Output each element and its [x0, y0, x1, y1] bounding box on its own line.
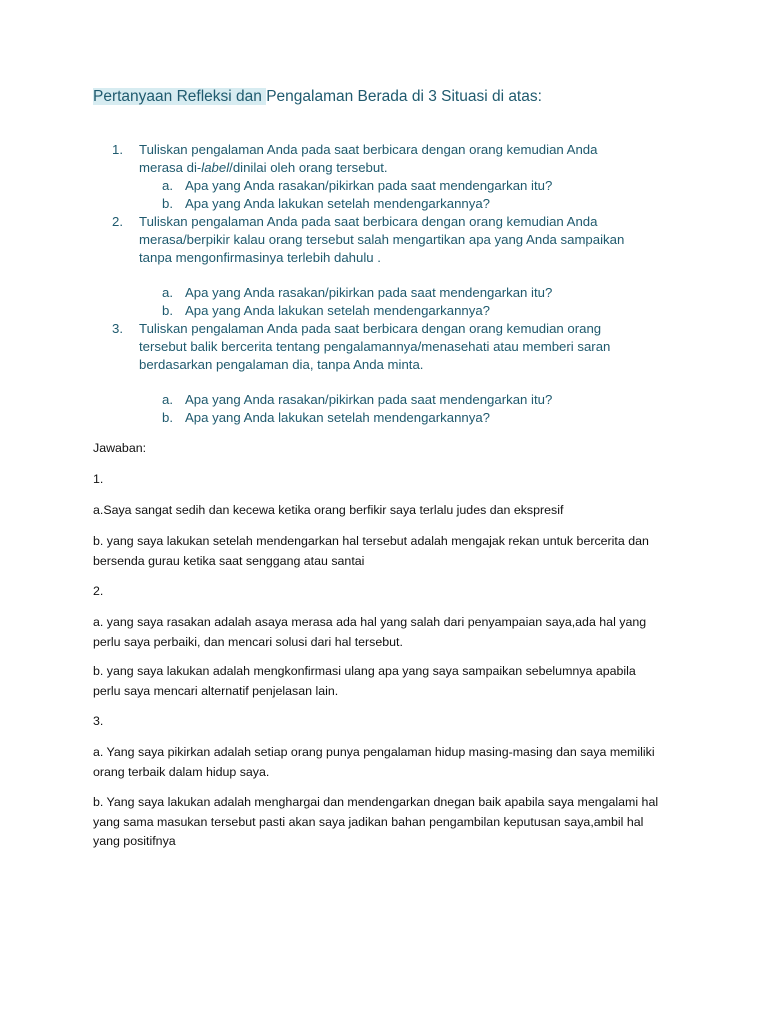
answer-line: b. yang saya lakukan adalah mengkonfirmasi ulang apa yang saya sampaikan sebelumnya apabila: [93, 664, 636, 678]
answer-number-1: 1.: [93, 472, 104, 486]
sub-question: [162, 284, 672, 302]
answer-line: a. yang saya rasakan adalah asaya merasa ada hal yang salah dari penyampaian saya,ada hal yang: [93, 615, 647, 629]
sub-question: [162, 391, 672, 409]
question-italic-term: label: [201, 160, 230, 175]
question-line: tersebut balik bercerita tentang pengalamannya/menasehati atau memberi saran: [139, 339, 611, 354]
answer-line: orang terbaik dalam hidup saya.: [93, 764, 270, 779]
answers-label: Jawaban:: [93, 441, 147, 455]
sub-question: [162, 302, 672, 320]
sub-question-letter: a.: [162, 392, 173, 407]
sub-question-text: Apa yang Anda lakukan setelah mendengarkannya?: [185, 196, 491, 211]
question-item-1: [112, 141, 672, 213]
answer-number-2: 2.: [93, 584, 104, 598]
heading-highlighted-text: Pertanyaan Refleksi dan: [93, 88, 267, 105]
page-heading: [93, 88, 542, 106]
question-line: Tuliskan pengalaman Anda pada saat berbicara dengan orang kemudian orang: [139, 321, 602, 336]
sub-question: [162, 177, 672, 195]
question-line: Tuliskan pengalaman Anda pada saat berbicara dengan orang kemudian Anda: [139, 214, 598, 229]
answer-2b: [93, 662, 693, 701]
question-line: berdasarkan pengalaman dia, tanpa Anda minta.: [139, 357, 424, 372]
answer-line: a.Saya sangat sedih dan kecewa ketika orang berfikir saya terlalu judes dan ekspresif: [93, 503, 564, 517]
spacer: [139, 374, 672, 391]
question-line: [139, 159, 672, 177]
question-line: Tuliskan pengalaman Anda pada saat berbicara dengan orang kemudian Anda: [139, 142, 598, 157]
answer-3b: [93, 793, 693, 852]
question-number: 1.: [112, 142, 123, 157]
question-list: [112, 141, 672, 427]
answer-line: b. Yang saya lakukan adalah menghargai dan mendengarkan dnegan baik apabila saya mengalami hal: [93, 795, 659, 809]
sub-question-text: Apa yang Anda rasakan/pikirkan pada saat mendengarkan itu?: [185, 392, 553, 407]
answer-1b: [93, 532, 693, 571]
answer-line: perlu saya perbaiki, dan mencari solusi dari hal tersebut.: [93, 634, 403, 649]
question-line: tanpa mengonfirmasinya terlebih dahulu .: [139, 250, 381, 265]
answer-line: yang positifnya: [93, 834, 176, 848]
answer-1a: [93, 501, 693, 521]
question-item-3: [112, 320, 672, 427]
question-text-fragment: merasa di-: [139, 160, 202, 175]
spacer: [139, 267, 672, 284]
sub-question-text: Apa yang Anda rasakan/pikirkan pada saat mendengarkan itu?: [185, 285, 553, 300]
sub-question: [162, 409, 672, 427]
question-number: 2.: [112, 214, 123, 229]
question-item-2: [112, 213, 672, 320]
sub-question-letter: b.: [162, 196, 173, 211]
answer-number-3: 3.: [93, 714, 104, 728]
answer-line: yang sama masukan tersebut pasti akan saya jadikan bahan pengambilan keputusan saya,ambil hal: [93, 814, 644, 829]
question-line: merasa/berpikir kalau orang tersebut salah mengartikan apa yang Anda sampaikan: [139, 232, 625, 247]
sub-question-list: [139, 284, 672, 320]
question-number: 3.: [112, 321, 123, 336]
answer-line: bersenda gurau ketika saat senggang atau santai: [93, 553, 365, 568]
sub-question-letter: a.: [162, 285, 173, 300]
sub-question-text: Apa yang Anda rasakan/pikirkan pada saat mendengarkan itu?: [185, 178, 553, 193]
heading-text: Pengalaman Berada di 3 Situasi di atas:: [266, 88, 542, 105]
sub-question-letter: b.: [162, 410, 173, 425]
question-text-fragment: /dinilai oleh orang tersebut.: [229, 160, 388, 175]
answer-line: a. Yang saya pikirkan adalah setiap orang punya pengalaman hidup masing-masing dan saya memiliki: [93, 745, 655, 759]
answer-line: perlu saya mencari alternatif penjelasan lain.: [93, 683, 339, 698]
sub-question: [162, 195, 672, 213]
sub-question-text: Apa yang Anda lakukan setelah mendengarkannya?: [185, 410, 491, 425]
answer-3a: [93, 743, 693, 782]
answer-line: b. yang saya lakukan setelah mendengarkan hal tersebut adalah mengajak rekan untuk bercerita dan: [93, 534, 649, 548]
sub-question-letter: a.: [162, 178, 173, 193]
sub-question-letter: b.: [162, 303, 173, 318]
answer-2a: [93, 613, 693, 652]
sub-question-list: [139, 177, 672, 213]
sub-question-list: [139, 391, 672, 427]
sub-question-text: Apa yang Anda lakukan setelah mendengarkannya?: [185, 303, 491, 318]
